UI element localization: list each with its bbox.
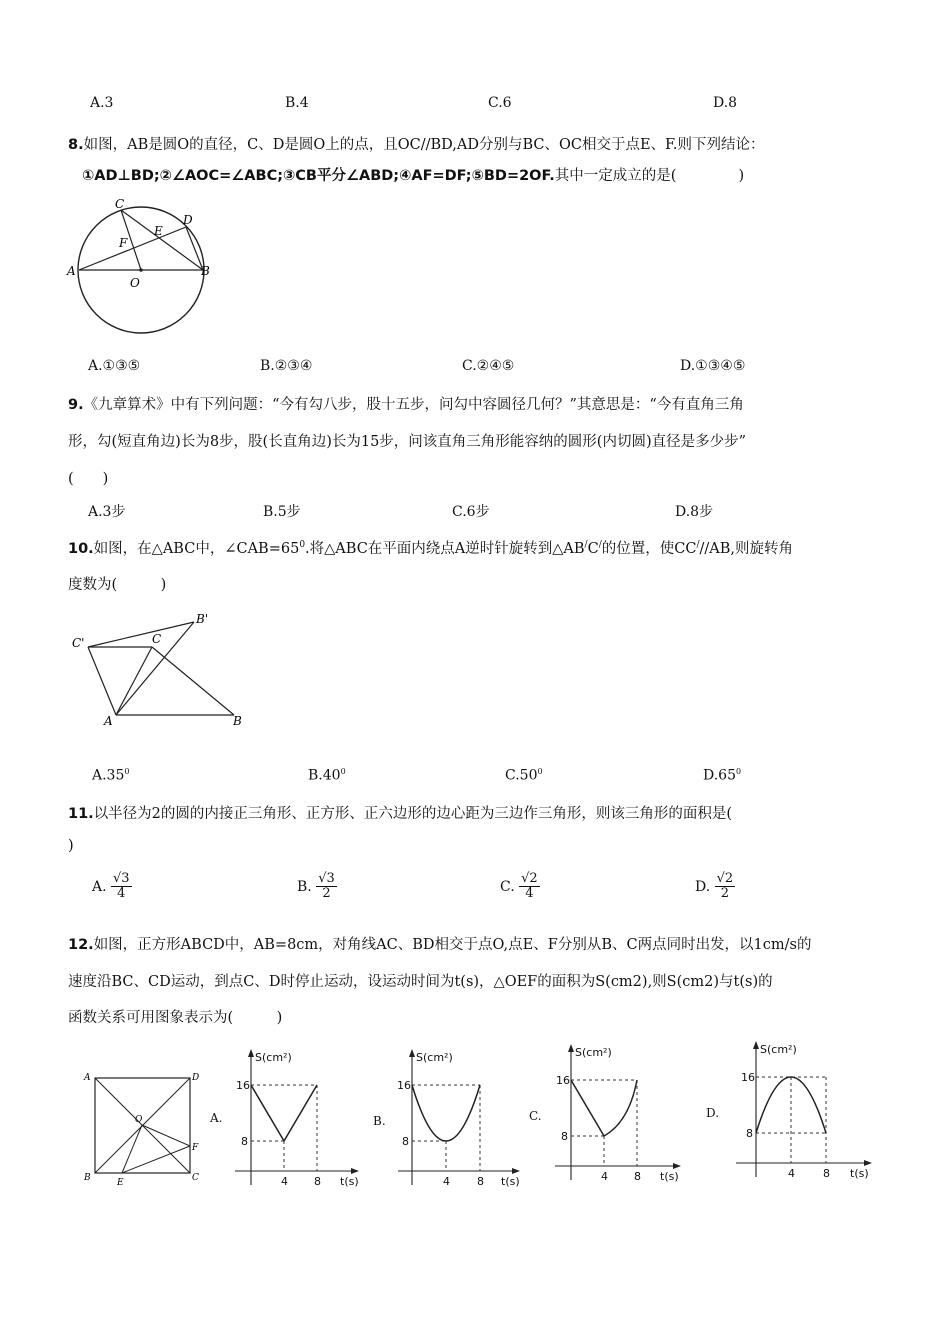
q11-option-d-numerator: √2 xyxy=(716,871,734,886)
q12-graph-b-tick-t8: 8 xyxy=(477,1175,484,1188)
q10-option-c-degree: 0 xyxy=(537,767,543,776)
q10-option-b-degree: 0 xyxy=(340,767,346,776)
q10-label-c: C xyxy=(152,632,162,646)
q10-line-2: 度数为( ) xyxy=(68,577,167,593)
q12-label-f: F xyxy=(192,1143,199,1153)
q10-prime-c: / xyxy=(598,540,602,551)
q12-graph-c-y-arrow xyxy=(568,1044,574,1052)
q10-degree: 0 xyxy=(299,540,306,551)
q10-prime-b: / xyxy=(584,540,588,551)
q12-graph-b-tick-16: 16 xyxy=(397,1079,411,1092)
q12-graph-a-x-arrow xyxy=(351,1168,359,1174)
q8-stem xyxy=(68,133,764,154)
q7-option-c: C.6 xyxy=(488,95,512,111)
q10-option-d-degree: 0 xyxy=(736,767,742,776)
q12-segment-ef xyxy=(122,1146,190,1173)
q10-segment-cb xyxy=(152,647,234,715)
q12-graph-a-ylabel: S(cm²) xyxy=(255,1051,292,1064)
q10-line-1d: 的位置，使CC xyxy=(601,541,697,557)
q9-line-1-text: 《九章算术》中有下列问题：“今有勾八步，股十五步，问勾中容圆径几何？”其意思是：“今有直角三角 xyxy=(83,397,744,413)
q10-prime-cc: / xyxy=(696,540,700,551)
q9-option-a: A.3步 xyxy=(88,504,126,520)
q12-graph-a-tick-8: 8 xyxy=(241,1135,248,1148)
q12-graph-a-y-arrow xyxy=(248,1049,254,1057)
q9-line-1 xyxy=(68,393,744,414)
q11-line-1 xyxy=(68,802,732,823)
q8-close-paren: ) xyxy=(738,168,745,184)
q11-option-a-numerator: √3 xyxy=(113,871,130,886)
q8-center-dot xyxy=(139,268,143,272)
q12-graph-b-curve xyxy=(412,1085,480,1141)
q8-segment-ad xyxy=(79,227,186,270)
q10-line-1c: C xyxy=(587,541,599,557)
q8-statements xyxy=(82,164,744,185)
q7-option-d: D.8 xyxy=(713,95,738,111)
q10-option-b-text: B.40 xyxy=(308,767,341,784)
q12-graph-a-tick-4: 4 xyxy=(281,1175,288,1188)
q9-line-2: 形，勾(短直角边)长为8步，股(长直角边)长为15步，问该直角三角形能容纳的圆形(内切圆)直径是多少步” xyxy=(68,434,747,450)
q10-line-1 xyxy=(68,537,793,558)
q12-graph-b-tick-4: 4 xyxy=(443,1175,450,1188)
q12-line-3: 函数关系可用图象表示为( ) xyxy=(68,1010,283,1026)
q8-question-tail: 其中一定成立的是( xyxy=(554,168,677,184)
q11-option-a-denominator: 4 xyxy=(117,886,126,902)
q12-label-o: O xyxy=(135,1115,143,1125)
q10-label-b: B xyxy=(233,714,242,728)
q12-graph-c-curve-right xyxy=(604,1080,637,1136)
q12-graph-d-tick-t8: 8 xyxy=(823,1167,830,1180)
q12-graph-b-xlabel: t(s) xyxy=(501,1175,520,1188)
q11-line-1-text: 以半径为2的圆的内接正三角形、正方形、正六边形的边心距为三边作三角形，则该三角形的面积是( xyxy=(93,806,733,822)
q10-option-d xyxy=(703,767,741,784)
q12-graph-c-tick-16: 16 xyxy=(556,1074,570,1087)
q11-option-a-fraction xyxy=(111,872,132,902)
q12-graph-d-xlabel: t(s) xyxy=(850,1167,869,1180)
q12-graph-a-curve xyxy=(251,1085,317,1141)
q12-graph-c-tick-4: 4 xyxy=(601,1170,608,1183)
q11-option-c-label: C. xyxy=(500,878,515,895)
q12-graph-c xyxy=(525,1040,690,1190)
q12-graph-c-curve-left xyxy=(571,1080,604,1136)
q8-label-a: A xyxy=(67,264,76,278)
q11-option-c xyxy=(500,872,540,902)
q12-label-a: A xyxy=(84,1073,91,1083)
q12-graph-b-ylabel: S(cm²) xyxy=(416,1051,453,1064)
q10-label-b-prime: B' xyxy=(196,612,209,626)
q10-option-c xyxy=(505,767,543,784)
q10-line-1a: 如图，在△ABC中，∠CAB=65 xyxy=(93,541,300,557)
q12-graph-c-ylabel: S(cm²) xyxy=(575,1046,612,1059)
q12-graph-c-xlabel: t(s) xyxy=(660,1170,679,1183)
q11-option-a xyxy=(92,872,132,902)
q8-option-c: C.②④⑤ xyxy=(462,358,515,374)
q8-statement-list: ①AD⊥BD;②∠AOC=∠ABC;③CB平分∠ABD;④AF=DF;⑤BD=2OF. xyxy=(82,168,555,184)
q10-line-1b: .将△ABC在平面内绕点A逆时针旋转到△AB xyxy=(305,541,585,557)
q10-option-b xyxy=(308,767,346,784)
q8-label-b: B xyxy=(201,264,210,278)
q12-graph-c-tick-8: 8 xyxy=(561,1130,568,1143)
q12-graph-a xyxy=(205,1045,365,1195)
q8-label-o: O xyxy=(130,276,140,290)
q11-option-b xyxy=(297,872,337,902)
q10-segment-c1a xyxy=(88,647,116,715)
q12-label-c: C xyxy=(192,1173,199,1183)
q12-graph-d-option-label: D. xyxy=(706,1106,720,1120)
q12-graph-a-tick-t8: 8 xyxy=(314,1175,321,1188)
q12-segment-of xyxy=(142,1125,190,1146)
q12-graph-c-tick-t8: 8 xyxy=(634,1170,641,1183)
q8-number: 8. xyxy=(68,137,84,153)
q10-option-a-degree: 0 xyxy=(124,767,130,776)
q12-number: 12. xyxy=(68,937,94,953)
q11-option-d-fraction xyxy=(715,872,736,902)
q12-graph-c-x-arrow xyxy=(673,1163,681,1169)
q12-graph-a-option-label: A. xyxy=(210,1111,223,1125)
q12-graph-d-y-arrow xyxy=(753,1041,759,1049)
q12-graph-d-tick-8: 8 xyxy=(746,1127,753,1140)
q9-option-c: C.6步 xyxy=(452,504,490,520)
q10-option-a xyxy=(92,767,129,784)
q8-option-d: D.①③④⑤ xyxy=(680,358,746,374)
q11-option-b-fraction xyxy=(316,872,337,902)
q11-option-b-label: B. xyxy=(297,878,312,895)
q12-graph-b-option-label: B. xyxy=(373,1114,386,1128)
q12-graph-a-tick-16: 16 xyxy=(236,1079,250,1092)
q12-graph-b xyxy=(370,1045,530,1195)
q10-option-c-text: C.50 xyxy=(505,767,538,784)
q12-graph-d xyxy=(700,1037,880,1192)
q10-option-a-text: A.35 xyxy=(92,767,125,784)
q12-label-d: D xyxy=(192,1073,200,1083)
q12-graph-b-y-arrow xyxy=(409,1049,415,1057)
q10-number: 10. xyxy=(68,541,94,557)
q11-option-c-denominator: 4 xyxy=(525,886,534,902)
q7-option-b: B.4 xyxy=(285,95,309,111)
q7-option-a: A.3 xyxy=(90,95,114,111)
q11-option-d-denominator: 2 xyxy=(720,886,730,902)
q8-option-a: A.①③⑤ xyxy=(88,358,141,374)
q12-graph-c-option-label: C. xyxy=(529,1109,542,1123)
q12-square-figure xyxy=(80,1068,205,1188)
q9-number: 9. xyxy=(68,397,84,413)
q9-line-3: ( ) xyxy=(68,471,109,487)
q12-line-1-text: 如图，正方形ABCD中，AB=8cm，对角线AC、BD相交于点O,点E、F分别从B、C两点同时出发，以1cm/s的 xyxy=(93,937,812,953)
q12-graph-d-tick-16: 16 xyxy=(741,1071,755,1084)
q12-graph-d-x-arrow xyxy=(864,1160,872,1166)
q10-option-d-text: D.65 xyxy=(703,767,736,784)
q11-number: 11. xyxy=(68,806,94,822)
q11-option-c-fraction xyxy=(519,872,540,902)
q11-line-2: ) xyxy=(68,838,74,854)
q10-label-a: A xyxy=(104,714,113,728)
q12-graph-a-xlabel: t(s) xyxy=(340,1175,359,1188)
q8-option-b: B.②③④ xyxy=(260,358,313,374)
q12-line-1 xyxy=(68,933,811,954)
q12-graph-d-ylabel: S(cm²) xyxy=(760,1043,797,1056)
q10-segment-c1b1 xyxy=(88,622,194,647)
q12-line-2: 速度沿BC、CD运动，到点C、D时停止运动，设运动时间为t(s)，△OEF的面积为S(cm2),则S(cm2)与t(s)的 xyxy=(68,974,773,990)
q8-circle-figure xyxy=(62,195,222,335)
q11-option-b-numerator: √3 xyxy=(318,871,335,886)
q8-label-f: F xyxy=(119,236,128,250)
q12-label-b: B xyxy=(84,1173,91,1183)
q10-line-1e: //AB,则旋转角 xyxy=(699,541,794,557)
q12-label-e: E xyxy=(117,1178,124,1188)
q12-graph-d-tick-4: 4 xyxy=(788,1167,795,1180)
q11-option-a-label: A. xyxy=(92,878,107,895)
q11-option-c-numerator: √2 xyxy=(521,871,538,886)
q10-rotation-figure xyxy=(66,605,256,730)
q8-label-d: D xyxy=(183,213,193,227)
q11-option-d-label: D. xyxy=(695,878,711,895)
q10-segment-ac xyxy=(116,647,152,715)
q8-label-c: C xyxy=(115,197,125,211)
q11-option-d xyxy=(695,872,735,902)
q8-label-e: E xyxy=(154,224,163,238)
q12-graph-b-x-arrow xyxy=(512,1168,520,1174)
q9-option-d: D.8步 xyxy=(675,504,714,520)
q9-option-b: B.5步 xyxy=(263,504,301,520)
q8-stem-text: 如图，AB是圆O的直径，C、D是圆O上的点，且OC//BD,AD分别与BC、OC相交于点E、F.则下列结论： xyxy=(83,137,765,153)
q12-graph-b-tick-8: 8 xyxy=(402,1135,409,1148)
q11-option-b-denominator: 2 xyxy=(322,886,331,902)
q10-label-c-prime: C' xyxy=(72,636,85,650)
